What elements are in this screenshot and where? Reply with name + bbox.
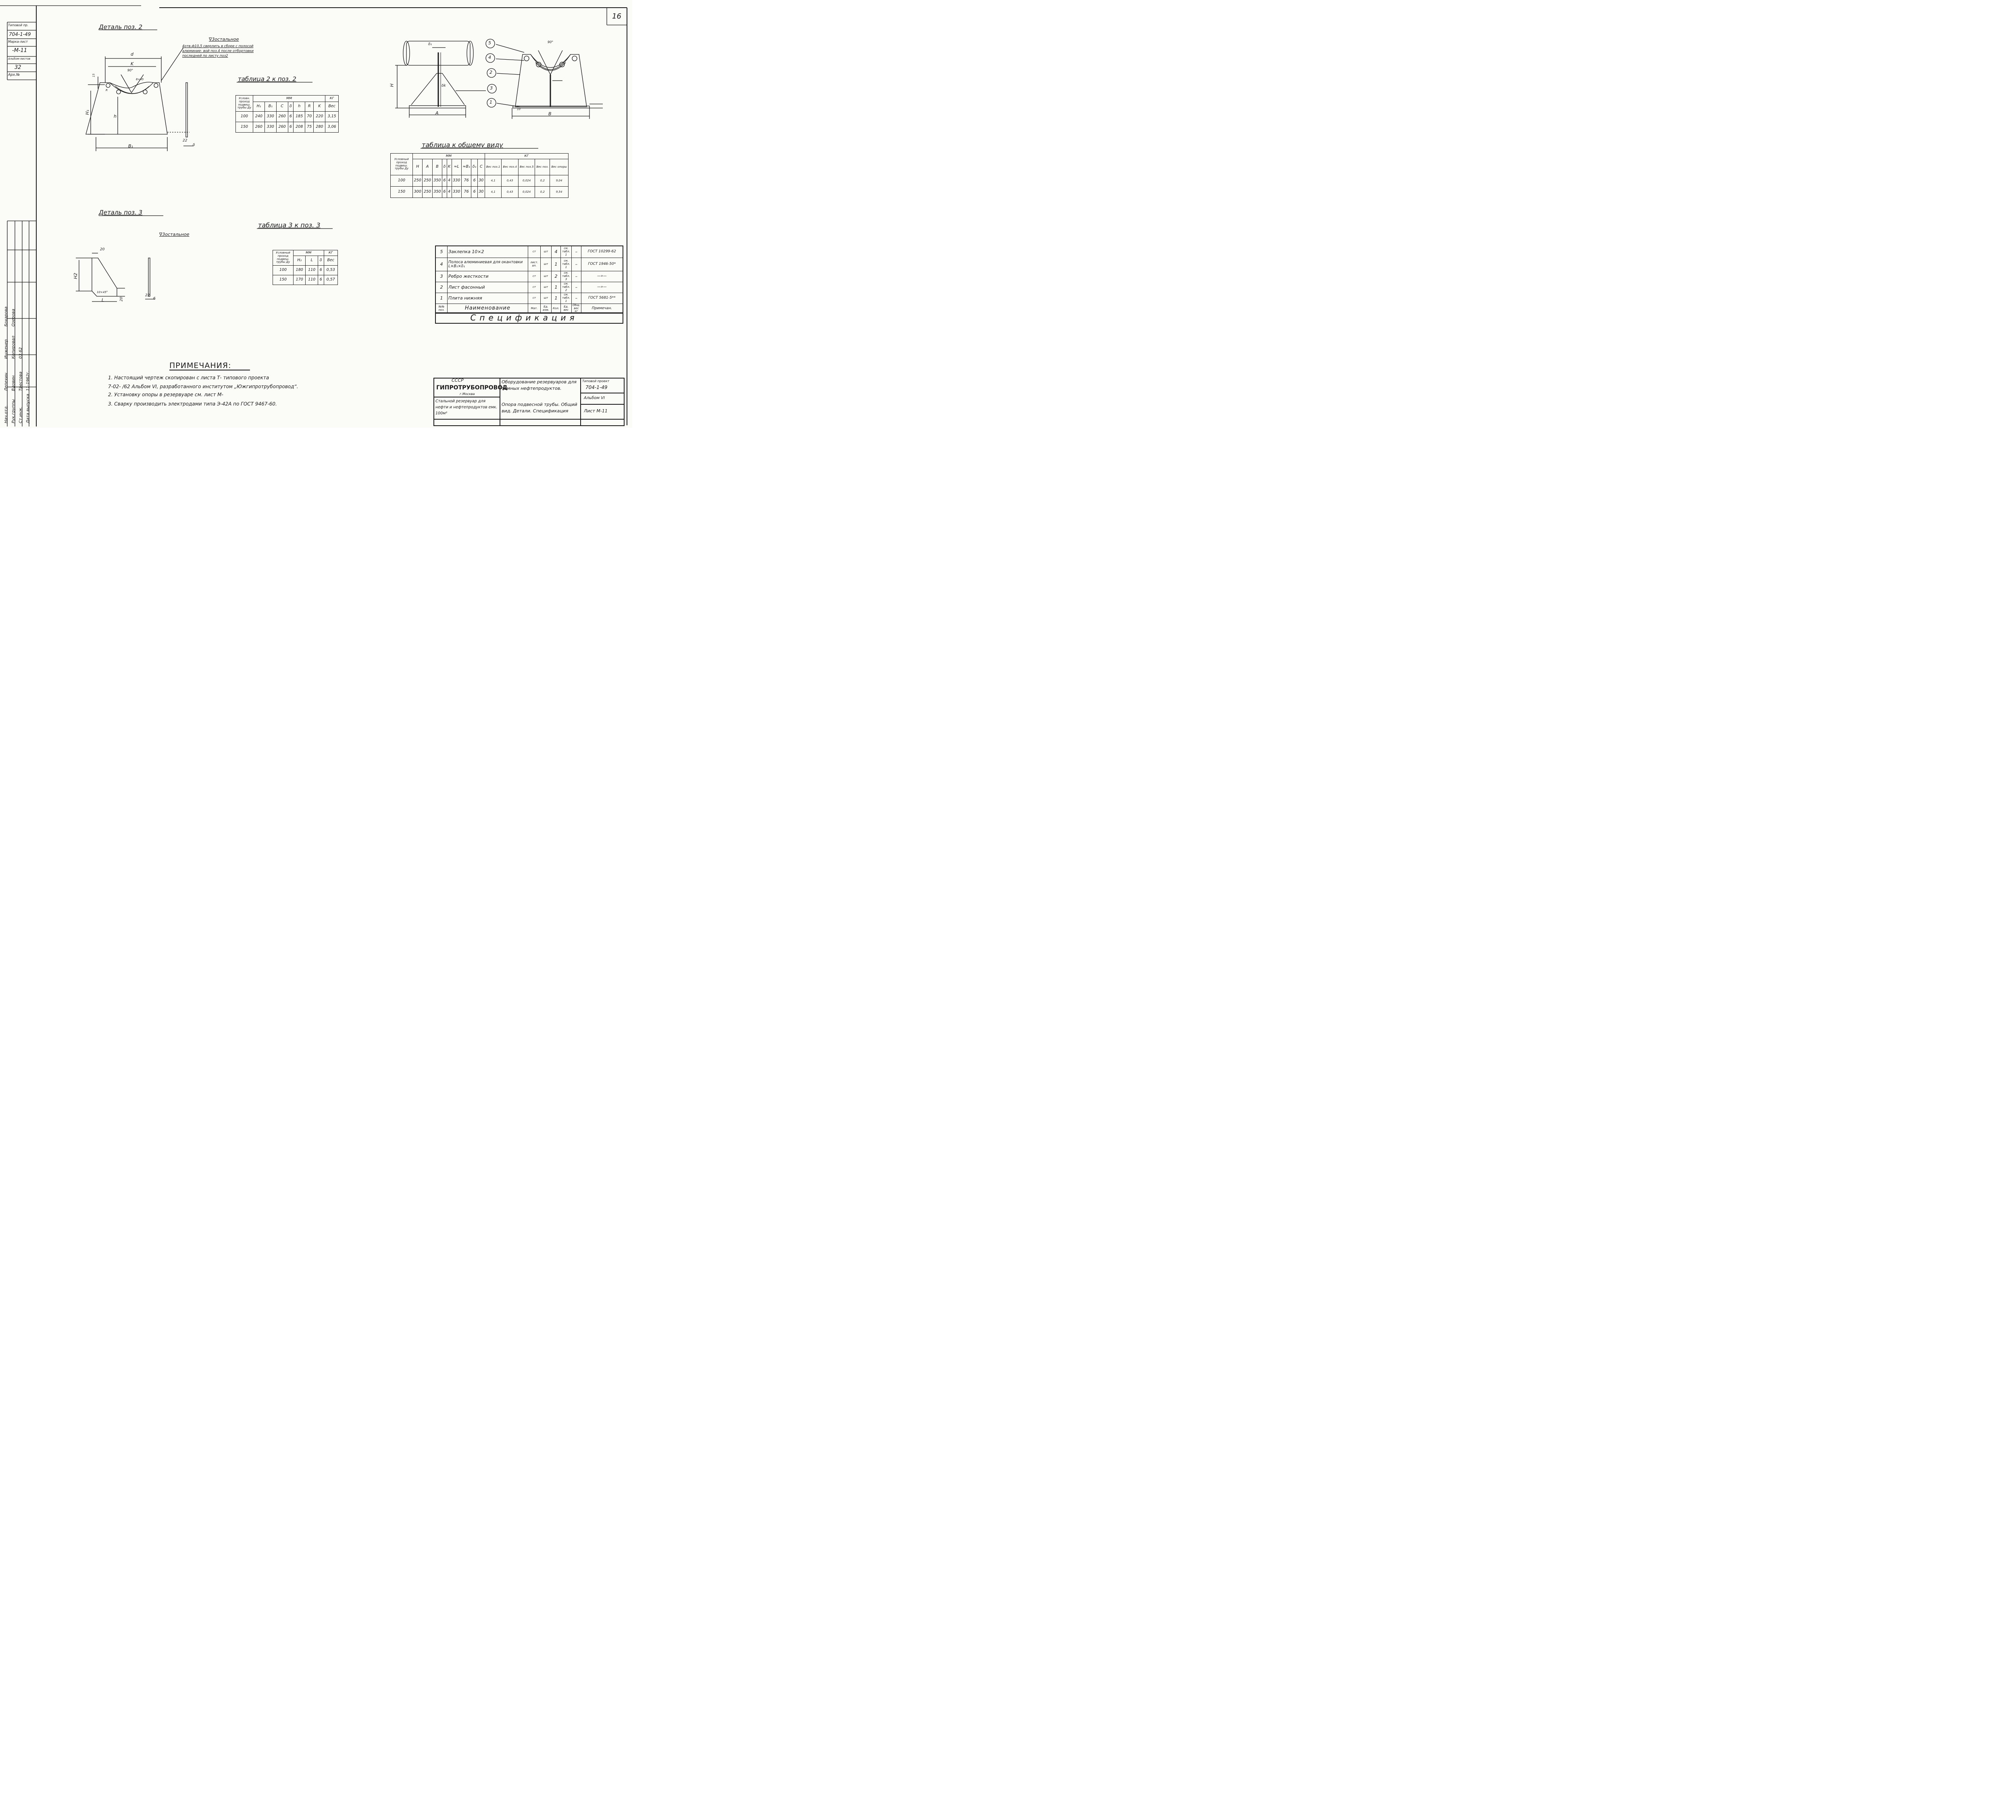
tg-cell: 150 bbox=[391, 187, 413, 198]
t3-col: H₂ bbox=[294, 256, 306, 266]
tg-cell: 6 bbox=[442, 187, 447, 198]
tg-cell: 330 bbox=[452, 175, 461, 187]
tg-hdr-mm: мм bbox=[413, 154, 485, 159]
dim-chamfer-label: 8×45 bbox=[136, 78, 144, 81]
project-number: 704-1-49 bbox=[9, 31, 31, 37]
detail3-side-plate bbox=[148, 258, 150, 296]
spec-dash: – bbox=[572, 246, 581, 258]
tg-cell: 0,024 bbox=[518, 175, 535, 187]
tg-cell: 350 bbox=[432, 187, 442, 198]
spec-unit: шт bbox=[541, 293, 552, 304]
tg-cell: 6 bbox=[471, 175, 477, 187]
drawing-sheet bbox=[0, 0, 632, 428]
table2-hdr-cond: Условн. проход подвеш. трубы Ду bbox=[236, 96, 253, 112]
tg-col: ≈B₁ bbox=[461, 159, 471, 175]
spec-qty: 2 bbox=[552, 271, 561, 282]
tg-cell: 9,04 bbox=[550, 175, 569, 187]
detail2-note: 4отв.ф10,5 сверлить в сборе с полосой алюминие- вой поз.4 после отбортовки последней по листу поз2 bbox=[182, 44, 254, 58]
tg-cell: 250 bbox=[413, 175, 423, 187]
tg-cell: 6 bbox=[442, 175, 447, 187]
dim-H-label: H bbox=[389, 83, 395, 87]
dim-d-label: d bbox=[131, 52, 133, 57]
spec-row bbox=[436, 258, 623, 271]
spec-name: Плита нижняя bbox=[448, 293, 528, 304]
sig-role-1: Нач.отд. bbox=[4, 405, 8, 423]
general-view-side bbox=[395, 41, 486, 118]
note-3: 3. Сварку производить электродами типа Э-42А по ГОСТ 9467-60. bbox=[108, 401, 277, 407]
tg-col: A bbox=[423, 159, 432, 175]
spec-qty: 1 bbox=[552, 258, 561, 271]
table-general-title: таблица к общему виду bbox=[422, 141, 503, 149]
dim-15-label: 15 bbox=[92, 73, 96, 77]
marka-value: -M-11 bbox=[12, 48, 27, 54]
tg-col: C bbox=[477, 159, 485, 175]
t3-hdr-kg: кг bbox=[324, 250, 337, 256]
spec-mat: ст bbox=[528, 271, 541, 282]
spec-row bbox=[436, 246, 623, 258]
t3-cell: 180 bbox=[294, 266, 306, 275]
sig-row-2 bbox=[11, 226, 19, 423]
table3-title: таблица 3 к поз. 3 bbox=[258, 221, 321, 229]
table-general bbox=[390, 153, 569, 198]
note-1-cont: 7-02- /62 Альбом VI, разработанного институтом „Южгипротрубопровод“. bbox=[108, 384, 298, 389]
album-label: Альбом-листов bbox=[8, 57, 31, 60]
note-leader bbox=[161, 48, 183, 81]
tg-hdr-kg: кг bbox=[485, 154, 568, 159]
table2-title: таблица 2 к поз. 2 bbox=[238, 75, 296, 83]
table2-cell: 208 bbox=[294, 122, 305, 133]
table2-cell: 3,15 bbox=[325, 112, 339, 122]
dim-k-weld-label: δk bbox=[442, 84, 446, 88]
tg-col: δ bbox=[442, 159, 447, 175]
arh-label: Арх.№ bbox=[8, 73, 20, 77]
tg-cell: 6 bbox=[471, 187, 477, 198]
dim-delta1-label: δ₁ bbox=[428, 42, 432, 46]
tg-cell: 30 bbox=[477, 187, 485, 198]
sig-role-6: Копировал bbox=[11, 335, 16, 359]
stamp-sheet: Лист М-11 bbox=[584, 408, 608, 414]
tg-cell: 300 bbox=[413, 187, 423, 198]
table2-col: Вес bbox=[325, 102, 339, 112]
tg-cell: 350 bbox=[432, 175, 442, 187]
t3-col: δ bbox=[318, 256, 324, 266]
spec-ref: см. табл. 3 bbox=[561, 271, 572, 282]
t3-row bbox=[273, 266, 338, 275]
note-2: 2. Установку опоры в резервуаре см. лист М- bbox=[108, 392, 223, 397]
tg-cell: 4 bbox=[447, 187, 452, 198]
spec-hdr-pos: №№ поз. bbox=[436, 304, 448, 314]
spec-row bbox=[436, 282, 623, 293]
spec-unit: шт bbox=[541, 271, 552, 282]
stamp-album: Альбом VI bbox=[584, 396, 605, 400]
spec-pos: 1 bbox=[436, 293, 448, 304]
detail3-dim-h2: H2 bbox=[73, 272, 79, 279]
dim-b1-label: B₁ bbox=[128, 144, 133, 149]
tg-cell: 250 bbox=[423, 187, 432, 198]
spec-name: Ребро жесткости bbox=[448, 271, 528, 282]
stamp-country: СССР bbox=[452, 378, 464, 383]
table2-cell: 260 bbox=[276, 112, 288, 122]
hole-1 bbox=[106, 83, 110, 87]
spec-mat: лист. ал. bbox=[528, 258, 541, 271]
stamp-object: Стальной резервуар для нефти и нефтепродуктов емк. 100м³ bbox=[435, 399, 498, 416]
tg-cell: 76 bbox=[461, 187, 471, 198]
sig-row-4 bbox=[26, 226, 33, 423]
tg-cell: 76 bbox=[461, 175, 471, 187]
marka-label: Марка-лист bbox=[8, 40, 28, 44]
angle-line-2 bbox=[131, 75, 144, 93]
table2-cell: 185 bbox=[294, 112, 305, 122]
table2 bbox=[235, 95, 339, 133]
page-number: 16 bbox=[612, 12, 621, 21]
table2-col: H₁ bbox=[253, 102, 265, 112]
spec-dash: – bbox=[572, 271, 581, 282]
sig-row-1 bbox=[4, 226, 11, 423]
table2-cell: 330 bbox=[264, 112, 276, 122]
spec-note: ГОСТ 10299-62 bbox=[581, 246, 623, 258]
table2-col: δ bbox=[288, 102, 294, 112]
sig-name-2: Вдовин bbox=[11, 375, 16, 391]
detail2-drawing bbox=[86, 48, 194, 151]
stamp-type-label: Типовой проект bbox=[582, 379, 610, 383]
spec-qty: 1 bbox=[552, 282, 561, 293]
spec-note: ГОСТ 5681-5** bbox=[581, 293, 623, 304]
detail2-thick-label: 22 bbox=[183, 139, 187, 143]
callout-1: 1 bbox=[489, 100, 492, 105]
spec-unit: шт bbox=[541, 282, 552, 293]
stamp-desc1: Оборудование резервуаров для темных нефтепродуктов. bbox=[502, 379, 577, 391]
detail2-roughness: ∇3остальное bbox=[209, 37, 239, 42]
spec-note: —»— bbox=[581, 271, 623, 282]
spec-pos: 3 bbox=[436, 271, 448, 282]
tg-kg-col: Вес поз. bbox=[535, 159, 550, 175]
tg-row bbox=[391, 175, 569, 187]
leader-5 bbox=[496, 44, 524, 52]
tg-kg-col: Вес поз.4 bbox=[502, 159, 519, 175]
tg-col: δ₁ bbox=[471, 159, 477, 175]
detail2-title: Деталь поз. 2 bbox=[99, 23, 143, 31]
tg-cell: 0,2 bbox=[535, 175, 550, 187]
table2-cell: 260 bbox=[253, 122, 265, 133]
hole-3 bbox=[143, 90, 147, 94]
callout-3: 3 bbox=[490, 85, 493, 91]
detail3-title: Деталь поз. 3 bbox=[99, 209, 143, 216]
stamp-org: ГИПРОТРУБОПРОВОД bbox=[436, 385, 508, 391]
sig-name-3: Трестова bbox=[19, 371, 23, 391]
sig-role-5: Инженер bbox=[4, 339, 8, 359]
spec-unit: шт bbox=[541, 258, 552, 271]
dim-h1-label: H₁ bbox=[84, 110, 90, 115]
spec-row bbox=[436, 293, 623, 304]
tg-cell: 250 bbox=[423, 175, 432, 187]
spec-pos: 5 bbox=[436, 246, 448, 258]
sig-name-6: Озерова bbox=[11, 309, 16, 327]
spec-hdr-note: Примечан. bbox=[581, 304, 623, 314]
spec-hdr-name: Наименование bbox=[448, 304, 528, 314]
tg-cell: 100 bbox=[391, 175, 413, 187]
spec-dash: – bbox=[572, 282, 581, 293]
sig-name-1: Лепехин bbox=[4, 372, 8, 391]
dim-A-label: A bbox=[435, 110, 439, 116]
table2-cell: 240 bbox=[253, 112, 265, 122]
spec-name: Полоса алюминиевая для окантовки L×B₁×δ₁ bbox=[448, 258, 528, 271]
detail3-roughness: ∇3остальное bbox=[159, 232, 190, 237]
table2-col: C bbox=[276, 102, 288, 112]
spec-hdr-unit: Ед. изм. bbox=[541, 304, 552, 314]
spec-hdr-mat: Мат. bbox=[528, 304, 541, 314]
t3-cell: 170 bbox=[294, 275, 306, 285]
leader-1 bbox=[497, 103, 520, 107]
table2-col: h bbox=[294, 102, 305, 112]
dim-B-label: B bbox=[548, 111, 552, 116]
detail2-side-plate bbox=[186, 83, 187, 137]
spec-header-row bbox=[436, 304, 623, 314]
spec-pos: 4 bbox=[436, 258, 448, 271]
base-plate bbox=[409, 106, 466, 108]
spec-unit: шт bbox=[541, 246, 552, 258]
stamp-city: г.Москва bbox=[460, 392, 475, 396]
leader-4 bbox=[496, 59, 524, 60]
spec-mat: ст bbox=[528, 282, 541, 293]
spec-mat: ст bbox=[528, 246, 541, 258]
stamp-desc2: Опора подвесной трубы. Общий вид. Детали. Спецификация bbox=[502, 402, 577, 414]
table2-row bbox=[236, 112, 339, 122]
tg-col: B bbox=[432, 159, 442, 175]
detail3-dim-right: 20 bbox=[119, 297, 124, 302]
spec-dash: – bbox=[572, 258, 581, 271]
table2-hdr-kg: кг bbox=[325, 96, 339, 102]
sig-role-2: Рук.группы bbox=[11, 399, 16, 423]
sig-date-note: 03.62 bbox=[19, 347, 23, 359]
tg-cell: 330 bbox=[452, 187, 461, 198]
spec-title: Спецификация bbox=[470, 313, 578, 322]
t3-cell: 150 bbox=[273, 275, 294, 285]
t3-col: Вес bbox=[324, 256, 337, 266]
table2-hdr-mm: мм bbox=[253, 96, 325, 102]
table2-cell: 330 bbox=[264, 122, 276, 133]
tg-kg-col: Вес опоры bbox=[550, 159, 569, 175]
spec-hdr-weight: Ед. вес bbox=[561, 304, 572, 314]
detail3-dim-chamfer: 10×45° bbox=[97, 291, 108, 294]
spec-table bbox=[435, 246, 623, 314]
detail3-dim-l: L bbox=[102, 297, 104, 303]
tg-hdr-cond: Условный проход подвеш. трубы Ду bbox=[391, 154, 413, 175]
tg-row bbox=[391, 187, 569, 198]
t3-cell: 110 bbox=[306, 266, 318, 275]
table2-cell: 150 bbox=[236, 122, 253, 133]
angle-line-1 bbox=[121, 75, 131, 93]
stamp-type-no: 704-1-49 bbox=[585, 385, 608, 390]
tg-col: ≈L bbox=[452, 159, 461, 175]
tg-cell: 0,43 bbox=[502, 175, 519, 187]
table2-cell: 100 bbox=[236, 112, 253, 122]
t3-cell: 110 bbox=[306, 275, 318, 285]
table2-col: K bbox=[314, 102, 325, 112]
hole-2 bbox=[117, 90, 121, 94]
tg-cell: 9,54 bbox=[550, 187, 569, 198]
dim-90-label: 90° bbox=[548, 40, 554, 44]
spec-ref: см. табл. 1 bbox=[561, 258, 572, 271]
leader-2 bbox=[497, 73, 520, 75]
table2-col: R bbox=[305, 102, 314, 112]
spec-name: Заклепка 10×2 bbox=[448, 246, 528, 258]
detail3-dim-thick: 22 bbox=[145, 293, 150, 297]
notes-title: ПРИМЕЧАНИЯ: bbox=[169, 361, 231, 370]
table2-cell: 3,06 bbox=[325, 122, 339, 133]
tg-cell: 0,43 bbox=[502, 187, 519, 198]
table2-cell: 6 bbox=[288, 122, 294, 133]
callout-2: 2 bbox=[489, 70, 492, 75]
table2-cell: 260 bbox=[276, 122, 288, 133]
tg-cell: 4 bbox=[447, 175, 452, 187]
t3-col: L bbox=[306, 256, 318, 266]
detail2-outline bbox=[86, 82, 167, 134]
spec-dash: – bbox=[572, 293, 581, 304]
spec-ref: см. табл. 1 bbox=[561, 293, 572, 304]
table2-cell: 6 bbox=[288, 112, 294, 122]
sig-row-3 bbox=[19, 226, 26, 423]
tg-cell: 0,2 bbox=[535, 187, 550, 198]
hole-4 bbox=[154, 83, 158, 87]
callout-5: 5 bbox=[488, 40, 491, 46]
general-view-front bbox=[496, 44, 603, 119]
t3-hdr-cond: Условный проход подвеш. трубы Ду bbox=[273, 250, 294, 266]
detail3-drawing bbox=[76, 253, 155, 302]
spec-note: ГОСТ 1946-50* bbox=[581, 258, 623, 271]
spec-mat: ст bbox=[528, 293, 541, 304]
spec-hdr-total: Общ. вес кг bbox=[572, 304, 581, 314]
t3-row bbox=[273, 275, 338, 285]
callout-4: 4 bbox=[488, 55, 491, 60]
sig-role-3: Ст.инж. bbox=[19, 406, 23, 423]
spec-name: Лист фасонный bbox=[448, 282, 528, 293]
sig-name-4: 11-1962г. bbox=[26, 370, 30, 391]
spec-qty: 1 bbox=[552, 293, 561, 304]
t3-cell: 6 bbox=[318, 275, 324, 285]
table2-cell: 280 bbox=[314, 122, 325, 133]
dim-10-label: 10 bbox=[517, 108, 521, 111]
table2-cell: 70 bbox=[305, 112, 314, 122]
table3 bbox=[273, 250, 338, 285]
spec-hdr-qty: Кол. bbox=[552, 304, 561, 314]
tg-cell: 0,024 bbox=[518, 187, 535, 198]
dim-h-label: h bbox=[114, 114, 117, 119]
typovoy-label: Типовой пр. bbox=[8, 23, 29, 27]
detail3-dim-six: 6 bbox=[153, 297, 156, 301]
dim-k-label: K bbox=[131, 61, 134, 67]
spec-qty: 4 bbox=[552, 246, 561, 258]
t3-cell: 0,53 bbox=[324, 266, 337, 275]
tg-cell: 30 bbox=[477, 175, 485, 187]
table2-col: B₁ bbox=[264, 102, 276, 112]
signature-block bbox=[4, 226, 33, 423]
t3-cell: 100 bbox=[273, 266, 294, 275]
dim-angle-label: 90° bbox=[127, 69, 133, 72]
note-1: 1. Настоящий чертеж скопирован с листа Т- типового проекта bbox=[108, 375, 269, 381]
table2-row bbox=[236, 122, 339, 133]
tg-cell: 4,1 bbox=[485, 187, 502, 198]
detail2-delta-label: δ bbox=[193, 143, 195, 147]
tg-col: K bbox=[447, 159, 452, 175]
spec-pos: 2 bbox=[436, 282, 448, 293]
t3-cell: 6 bbox=[318, 266, 324, 275]
t3-cell: 0,57 bbox=[324, 275, 337, 285]
spec-note: —»— bbox=[581, 282, 623, 293]
table2-cell: 220 bbox=[314, 112, 325, 122]
detail3-dim-top: 20 bbox=[100, 248, 105, 252]
spec-ref: см. табл. 1 bbox=[561, 246, 572, 258]
spec-ref: см. табл. 2 bbox=[561, 282, 572, 293]
tg-kg-col: Вес поз.5 bbox=[518, 159, 535, 175]
table2-cell: 75 bbox=[305, 122, 314, 133]
tg-cell: 4,1 bbox=[485, 175, 502, 187]
dim-r-label: R bbox=[106, 89, 108, 92]
sig-name-5: Бохарова bbox=[4, 306, 8, 327]
tg-kg-col: Вес поз.1 bbox=[485, 159, 502, 175]
spec-row bbox=[436, 271, 623, 282]
drawing-linework bbox=[0, 0, 632, 428]
sig-role-4: Дата выпуска bbox=[26, 394, 30, 423]
tg-col: H bbox=[413, 159, 423, 175]
t3-hdr-mm: мм bbox=[294, 250, 324, 256]
album-value: 32 bbox=[15, 64, 21, 71]
